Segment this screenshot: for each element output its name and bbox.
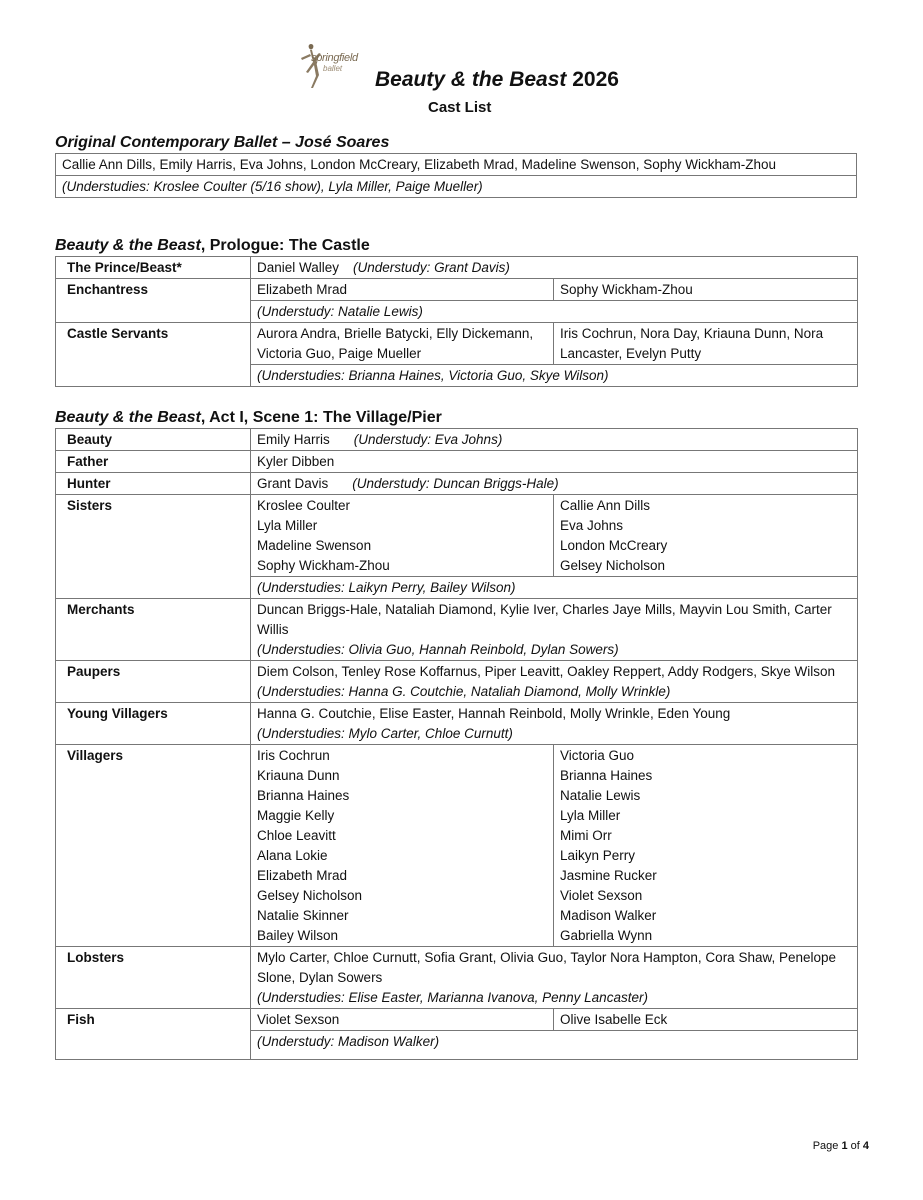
understudy-text: (Understudy: Eva Johns) <box>353 432 503 447</box>
role-cell: Lobsters <box>56 947 251 1009</box>
table-row <box>56 703 858 745</box>
understudy-text: (Understudy: Grant Davis) <box>353 260 510 275</box>
section-prologue <box>55 236 857 387</box>
cast-list-column <box>251 495 554 577</box>
understudies-text: (Understudies: Elise Easter, Marianna Ivanova, Penny Lancaster) <box>257 990 648 1005</box>
cast-name: Brianna Haines <box>560 768 653 783</box>
cast-table <box>55 153 857 198</box>
page-number <box>813 1140 869 1152</box>
cast-cell <box>251 599 858 661</box>
table-row <box>56 745 858 947</box>
table-row <box>56 323 858 365</box>
understudies-cell: (Understudies: Kroslee Coulter (5/16 show), Lyla Miller, Paige Mueller) <box>56 176 857 198</box>
cast-cell: Aurora Andra, Brielle Batycki, Elly Dickemann, Victoria Guo, Paige Mueller <box>251 323 554 365</box>
of-label: of <box>847 1140 863 1152</box>
cast-cell <box>251 429 858 451</box>
role-cell: Paupers <box>56 661 251 703</box>
cast-cell: Callie Ann Dills, Emily Harris, Eva Johns, London McCreary, Elizabeth Mrad, Madeline Swenson, Sophy Wickham-Zhou <box>56 154 857 176</box>
table-row <box>56 176 857 198</box>
role-cell: Beauty <box>56 429 251 451</box>
understudy-text: (Understudy: Duncan Briggs-Hale) <box>352 476 559 491</box>
understudies-text: (Understudies: Olivia Guo, Hannah Reinbold, Dylan Sowers) <box>257 642 619 657</box>
cast-name: Grant Davis <box>257 476 329 491</box>
table-row <box>56 429 858 451</box>
table-row <box>56 947 858 1009</box>
cast-name: Madeline Swenson <box>257 538 372 553</box>
section-title <box>55 408 857 428</box>
cast-name: Kroslee Coulter <box>257 498 351 513</box>
understudies-cell: (Understudy: Natalie Lewis) <box>251 301 858 323</box>
springfield-ballet-logo <box>297 42 367 90</box>
cast-table <box>55 256 858 387</box>
understudies-cell: (Understudies: Brianna Haines, Victoria Guo, Skye Wilson) <box>251 365 858 387</box>
cast-name: Elizabeth Mrad <box>257 868 348 883</box>
table-row <box>56 279 858 301</box>
cast-list-column <box>554 745 858 947</box>
cast-name: Lyla Miller <box>257 518 318 533</box>
role-cell: Sisters <box>56 495 251 599</box>
table-row <box>56 154 857 176</box>
cast-name: Emily Harris <box>257 432 330 447</box>
cast-name: Gabriella Wynn <box>560 928 653 943</box>
cast-cell <box>251 661 858 703</box>
cast-name: Gelsey Nicholson <box>560 558 666 573</box>
section-title: Original Contemporary Ballet – José Soares <box>55 134 390 151</box>
logo-text-top: springfield <box>311 52 358 64</box>
understudies-text: (Understudies: Mylo Carter, Chloe Curnutt) <box>257 726 513 741</box>
cast-name: Laikyn Perry <box>560 848 636 863</box>
table-row <box>56 599 858 661</box>
page-label: Page <box>812 1140 842 1152</box>
cast-name: Maggie Kelly <box>257 808 335 823</box>
table-row <box>56 451 858 473</box>
cast-name: Jasmine Rucker <box>560 868 657 883</box>
cast-cell: Olive Isabelle Eck <box>554 1009 858 1031</box>
cast-names: Diem Colson, Tenley Rose Koffarnus, Piper Leavitt, Oakley Reppert, Addy Rodgers, Skye Wilson <box>257 664 836 679</box>
cast-name: Natalie Lewis <box>560 788 641 803</box>
cast-cell: Violet Sexson <box>251 1009 554 1031</box>
section-title-rest: , Prologue: The Castle <box>200 237 370 254</box>
section-title-rest: , Act I, Scene 1: The Village/Pier <box>200 409 442 426</box>
role-cell: Castle Servants <box>56 323 251 387</box>
cast-name: Lyla Miller <box>560 808 621 823</box>
cast-name: Gelsey Nicholson <box>257 888 363 903</box>
cast-name: Chloe Leavitt <box>257 828 336 843</box>
cast-cell: Iris Cochrun, Nora Day, Kriauna Dunn, Nora Lancaster, Evelyn Putty <box>554 323 858 365</box>
section-title <box>55 236 857 256</box>
cast-list-column <box>554 495 858 577</box>
cast-names: Duncan Briggs-Hale, Nataliah Diamond, Kylie Iver, Charles Jaye Mills, Mayvin Lou Smith, Carter Willis <box>257 602 832 637</box>
cast-name: Alana Lokie <box>257 848 328 863</box>
cast-table <box>55 428 858 1060</box>
role-cell: Young Villagers <box>56 703 251 745</box>
title-italic: Beauty & the Beast <box>375 68 567 91</box>
section-act1-scene1 <box>55 408 857 1060</box>
cast-name: Victoria Guo <box>560 748 635 763</box>
understudies-text: (Understudies: Hanna G. Coutchie, Nataliah Diamond, Molly Wrinkle) <box>257 684 671 699</box>
cast-names: Mylo Carter, Chloe Curnutt, Sofia Grant, Olivia Guo, Taylor Nora Hampton, Cora Shaw, Penelope Slone, Dylan Sowers <box>257 950 837 985</box>
cast-name: Bailey Wilson <box>257 928 339 943</box>
role-cell: Fish <box>56 1009 251 1060</box>
cast-cell: Sophy Wickham-Zhou <box>554 279 858 301</box>
page-title <box>375 68 619 92</box>
role-cell: Villagers <box>56 745 251 947</box>
cast-cell <box>251 473 858 495</box>
cast-name: Callie Ann Dills <box>560 498 651 513</box>
cast-name: Iris Cochrun <box>257 748 330 763</box>
cast-cell <box>251 703 858 745</box>
logo-text-bottom: ballet <box>323 64 343 73</box>
section-title-italic: Beauty & the Beast <box>55 409 201 426</box>
cast-name: Daniel Walley <box>257 260 340 275</box>
cast-list-column <box>251 745 554 947</box>
page-subtitle: Cast List <box>428 99 492 116</box>
table-row <box>56 1009 858 1031</box>
table-row <box>56 495 858 577</box>
cast-name: Mimi Orr <box>560 828 612 843</box>
cast-name: Eva Johns <box>560 518 624 533</box>
section-title-italic: Beauty & the Beast <box>55 237 201 254</box>
cast-name: Natalie Skinner <box>257 908 349 923</box>
cast-name: Madison Walker <box>560 908 657 923</box>
table-row <box>56 473 858 495</box>
cast-names: Hanna G. Coutchie, Elise Easter, Hannah Reinbold, Molly Wrinkle, Eden Young <box>257 706 731 721</box>
page-total: 4 <box>862 1140 869 1152</box>
cast-cell: Elizabeth Mrad <box>251 279 554 301</box>
title-year: 2026 <box>566 68 619 91</box>
understudies-cell: (Understudy: Madison Walker) <box>251 1031 858 1060</box>
table-row <box>56 661 858 703</box>
table-row <box>56 257 858 279</box>
role-cell: Hunter <box>56 473 251 495</box>
section-contemporary-ballet <box>55 133 857 198</box>
role-cell: Father <box>56 451 251 473</box>
understudies-cell: (Understudies: Laikyn Perry, Bailey Wilson) <box>251 577 858 599</box>
role-cell: Enchantress <box>56 279 251 323</box>
cast-cell <box>251 947 858 1009</box>
cast-name: Sophy Wickham-Zhou <box>257 558 390 573</box>
cast-cell: Kyler Dibben <box>251 451 858 473</box>
cast-name: London McCreary <box>560 538 668 553</box>
role-cell: Merchants <box>56 599 251 661</box>
cast-name: Brianna Haines <box>257 788 350 803</box>
cast-cell <box>251 257 858 279</box>
cast-name: Violet Sexson <box>560 888 643 903</box>
role-cell: The Prince/Beast* <box>56 257 251 279</box>
cast-name: Kriauna Dunn <box>257 768 340 783</box>
page-current: 1 <box>841 1140 848 1152</box>
